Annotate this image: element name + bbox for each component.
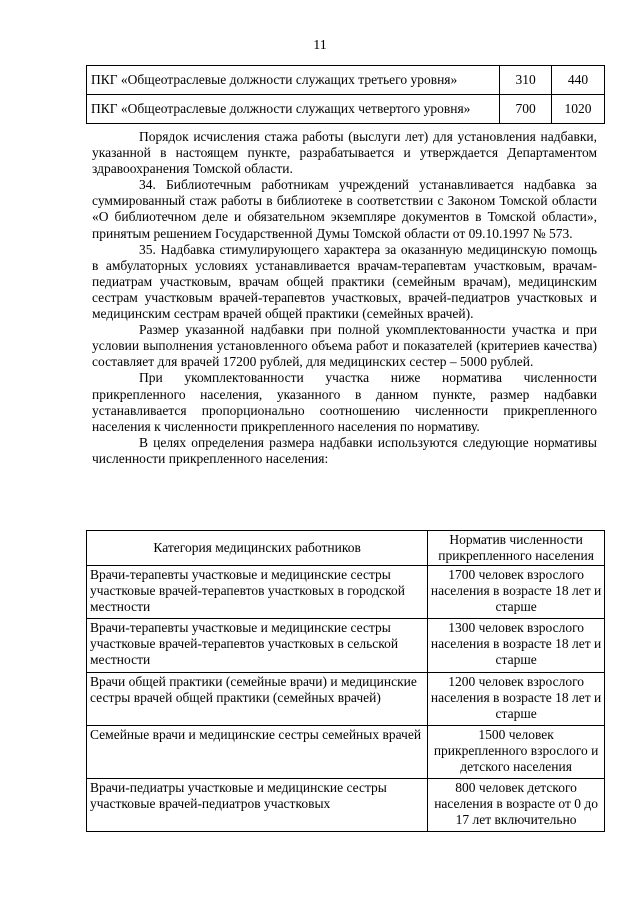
paragraph-allowance-amount: Размер указанной надбавки при полной укомплектованности участка и при условии выполнения установленного объема работ и показателей (критериев качества) составляет для врачей 17200 рублей, для медицинских сестер – 5000 рублей. xyxy=(92,322,597,370)
norm-cell: 1500 человек прикрепленного взрослого и детского населения xyxy=(428,725,605,778)
page-number: 11 xyxy=(313,38,327,53)
norm-cell: 1200 человек взрослого населения в возрасте 18 лет и старше xyxy=(428,672,605,725)
norm-cell: 1700 человек взрослого населения в возрасте 18 лет и старше xyxy=(428,566,605,619)
category-cell: Семейные врачи и медицинские сестры семейных врачей xyxy=(87,725,428,778)
pkg-value-cell: 700 xyxy=(500,95,552,124)
table-row xyxy=(87,672,605,725)
category-cell: Врачи-терапевты участковые и медицинские сестры участковые врачей-терапевтов участковых в городской местности xyxy=(87,566,428,619)
category-cell: Врачи общей практики (семейные врачи) и медицинские сестры врачей общей практики (семейных врачей) xyxy=(87,672,428,725)
table-row xyxy=(87,725,605,778)
pkg-name-cell: ПКГ «Общеотраслевые должности служащих третьего уровня» xyxy=(87,66,500,95)
table-row xyxy=(87,779,605,832)
paragraph-proportional: При укомплектованности участка ниже норматива численности прикрепленного населения, указанного в данном пункте, размер надбавки устанавливается пропорционально соотношению численности прикрепленного населения к численности прикрепленного населения по нормативу. xyxy=(92,370,597,434)
pkg-value-cell: 1020 xyxy=(552,95,605,124)
paragraph-seniority: Порядок исчисления стажа работы (выслуги лет) для установления надбавки, указанной в настоящем пункте, разрабатывается и утверждается Департаментом здравоохранения Томской области. xyxy=(92,129,597,177)
table-header-row xyxy=(87,531,605,566)
table-row xyxy=(87,66,605,95)
pkg-value-cell: 440 xyxy=(552,66,605,95)
norm-cell: 1300 человек взрослого населения в возрасте 18 лет и старше xyxy=(428,619,605,672)
paragraph-34-librarians: 34. Библиотечным работникам учреждений устанавливается надбавка за суммированный стаж работы в библиотеке в соответствии с Законом Томской области «О библиотечном деле и обязательном экземпляре документов в Томской области», принятым решением Государственной Думы Томской области от 09.10.1997 № 573. xyxy=(92,177,597,241)
norm-table xyxy=(86,530,605,832)
header-norm: Норматив численности прикрепленного населения xyxy=(428,531,605,566)
table-row xyxy=(87,95,605,124)
category-cell: Врачи-терапевты участковые и медицинские сестры участковые врачей-терапевтов участковых в сельской местности xyxy=(87,619,428,672)
pkg-value-cell: 310 xyxy=(500,66,552,95)
table-row xyxy=(87,566,605,619)
norm-cell: 800 человек детского населения в возрасте от 0 до 17 лет включительно xyxy=(428,779,605,832)
header-category: Категория медицинских работников xyxy=(87,531,428,566)
paragraph-norms-intro: В целях определения размера надбавки используются следующие нормативы численности прикрепленного населения: xyxy=(92,434,597,466)
body-text xyxy=(92,129,597,467)
pkg-name-cell: ПКГ «Общеотраслевые должности служащих четвертого уровня» xyxy=(87,95,500,124)
category-cell: Врачи-педиатры участковые и медицинские сестры участковые врачей-педиатров участковых xyxy=(87,779,428,832)
paragraph-35-medical-allowance: 35. Надбавка стимулирующего характера за оказанную медицинскую помощь в амбулаторных условиях устанавливается врачам-терапевтам участковым, врачам-педиатрам участковым, врачам общей практики (семейным врачам), медицинским сестрам участковым врачей-терапевтов участковых, врачей-педиатров участковых и медицинским сестрам врачей общей практики (семейных врачей). xyxy=(92,241,597,322)
pkg-table xyxy=(86,65,605,124)
table-row xyxy=(87,619,605,672)
